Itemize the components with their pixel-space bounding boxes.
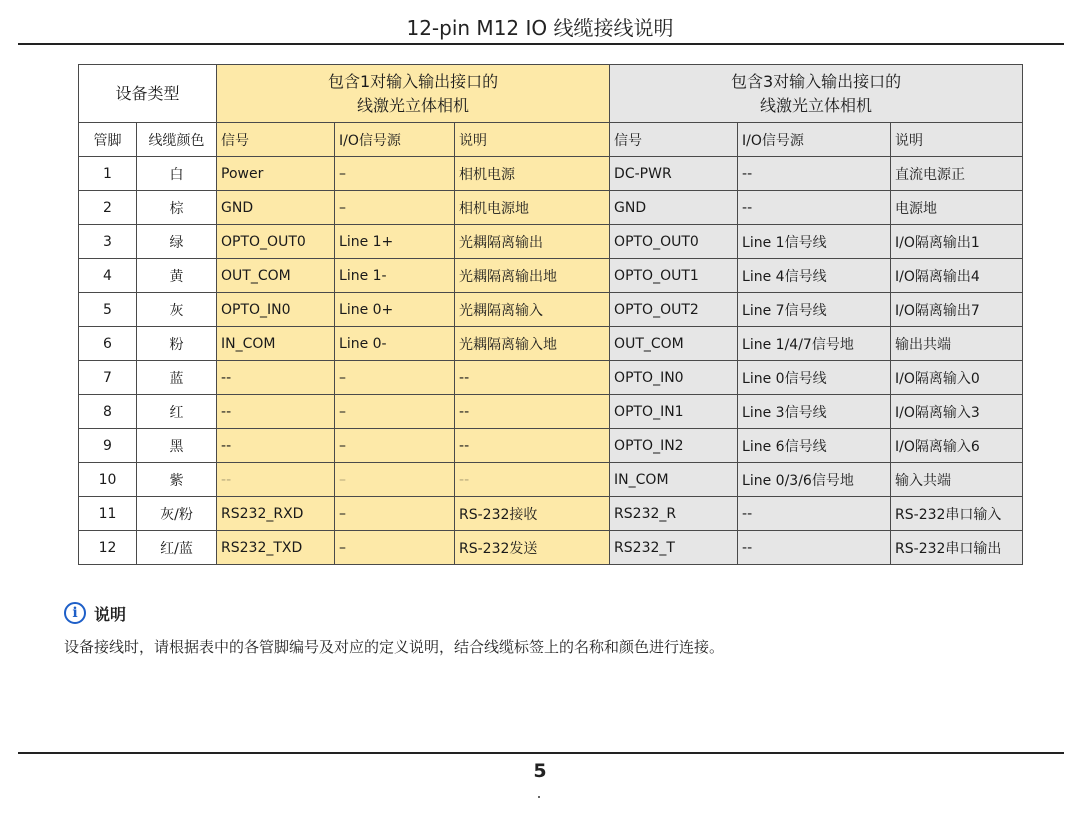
cell-io-source-3: Line 1/4/7信号地: [738, 327, 891, 361]
cell-description-3: I/O隔离输入6: [891, 429, 1023, 463]
cell-signal-1: --: [217, 463, 335, 497]
group1-header-line2: 线激光立体相机: [357, 95, 470, 115]
cell-description-3: 输入共端: [891, 463, 1023, 497]
cell-signal-3: OPTO_OUT0: [610, 225, 738, 259]
cell-description-1: RS-232发送: [455, 531, 610, 565]
cell-signal-3: OPTO_OUT2: [610, 293, 738, 327]
col-header-io-source-1: I/O信号源: [335, 123, 455, 157]
cell-pin: 1: [79, 157, 137, 191]
table-row: [79, 293, 1023, 327]
cell-description-1: 光耦隔离输入地: [455, 327, 610, 361]
cell-io-source-1: Line 0+: [335, 293, 455, 327]
note-header: [64, 600, 126, 626]
cell-io-source-1: –: [335, 395, 455, 429]
cell-signal-3: OPTO_OUT1: [610, 259, 738, 293]
cell-io-source-1: –: [335, 497, 455, 531]
cell-description-1: 光耦隔离输入: [455, 293, 610, 327]
cell-description-1: 光耦隔离输出地: [455, 259, 610, 293]
cell-pin: 2: [79, 191, 137, 225]
col-header-pin: 管脚: [79, 123, 137, 157]
cell-io-source-3: --: [738, 157, 891, 191]
cell-io-source-3: --: [738, 497, 891, 531]
cell-cable-color: 黄: [137, 259, 217, 293]
wiring-table: [78, 64, 1023, 565]
cell-signal-3: OUT_COM: [610, 327, 738, 361]
col-header-signal-3: 信号: [610, 123, 738, 157]
cell-signal-3: RS232_R: [610, 497, 738, 531]
cell-pin: 4: [79, 259, 137, 293]
footer-dot: [538, 796, 540, 798]
cell-io-source-1: –: [335, 361, 455, 395]
table-row: [79, 225, 1023, 259]
bottom-divider: [18, 752, 1064, 754]
cell-signal-1: --: [217, 429, 335, 463]
cell-signal-1: OUT_COM: [217, 259, 335, 293]
note-title: 说明: [94, 604, 127, 624]
cell-io-source-3: Line 7信号线: [738, 293, 891, 327]
cell-io-source-3: Line 0信号线: [738, 361, 891, 395]
cell-cable-color: 蓝: [137, 361, 217, 395]
cell-signal-1: OPTO_IN0: [217, 293, 335, 327]
info-icon: i: [64, 602, 86, 624]
table-row: [79, 157, 1023, 191]
top-divider: [18, 43, 1064, 45]
col-header-signal-1: 信号: [217, 123, 335, 157]
cell-io-source-1: –: [335, 531, 455, 565]
cell-pin: 3: [79, 225, 137, 259]
cell-io-source-3: Line 6信号线: [738, 429, 891, 463]
cell-io-source-1: Line 0-: [335, 327, 455, 361]
cell-io-source-1: Line 1+: [335, 225, 455, 259]
cell-description-3: 输出共端: [891, 327, 1023, 361]
col-header-description-3: 说明: [891, 123, 1023, 157]
cell-io-source-1: –: [335, 429, 455, 463]
cell-signal-1: --: [217, 395, 335, 429]
cell-io-source-3: Line 4信号线: [738, 259, 891, 293]
group2-header: [610, 65, 1023, 123]
cell-io-source-3: --: [738, 191, 891, 225]
table-row: [79, 191, 1023, 225]
cell-signal-3: GND: [610, 191, 738, 225]
cell-cable-color: 黑: [137, 429, 217, 463]
cell-cable-color: 红: [137, 395, 217, 429]
cell-signal-1: GND: [217, 191, 335, 225]
cell-pin: 11: [79, 497, 137, 531]
cell-pin: 9: [79, 429, 137, 463]
cell-signal-3: RS232_T: [610, 531, 738, 565]
table-row: [79, 497, 1023, 531]
cell-signal-1: OPTO_OUT0: [217, 225, 335, 259]
cell-pin: 5: [79, 293, 137, 327]
cell-pin: 7: [79, 361, 137, 395]
cell-description-3: 直流电源正: [891, 157, 1023, 191]
page-number: 5: [533, 760, 547, 782]
cell-cable-color: 灰: [137, 293, 217, 327]
cell-description-3: RS-232串口输出: [891, 531, 1023, 565]
cell-signal-3: OPTO_IN2: [610, 429, 738, 463]
cell-description-3: I/O隔离输出1: [891, 225, 1023, 259]
group1-header: [217, 65, 610, 123]
page-title: 12-pin M12 IO 线缆接线说明: [406, 16, 674, 40]
table-row: [79, 531, 1023, 565]
cell-description-1: RS-232接收: [455, 497, 610, 531]
col-header-description-1: 说明: [455, 123, 610, 157]
cell-pin: 8: [79, 395, 137, 429]
cell-description-3: 电源地: [891, 191, 1023, 225]
cell-cable-color: 棕: [137, 191, 217, 225]
cell-description-1: --: [455, 429, 610, 463]
cell-description-3: I/O隔离输入0: [891, 361, 1023, 395]
group2-header-line2: 线激光立体相机: [760, 95, 873, 115]
cell-signal-3: OPTO_IN0: [610, 361, 738, 395]
cell-cable-color: 红/蓝: [137, 531, 217, 565]
cell-io-source-1: –: [335, 157, 455, 191]
group1-header-line1: 包含1对输入输出接口的: [327, 71, 499, 91]
table-group-header-row: [79, 65, 1023, 123]
cell-io-source-3: Line 3信号线: [738, 395, 891, 429]
cell-description-1: --: [455, 395, 610, 429]
col-header-io-source-3: I/O信号源: [738, 123, 891, 157]
col-header-cable-color: 线缆颜色: [137, 123, 217, 157]
cell-signal-3: IN_COM: [610, 463, 738, 497]
cell-description-1: 相机电源地: [455, 191, 610, 225]
note-text: 设备接线时，请根据表中的各管脚编号及对应的定义说明，结合线缆标签上的名称和颜色进行连接。: [64, 638, 725, 656]
cell-description-1: --: [455, 463, 610, 497]
cell-cable-color: 粉: [137, 327, 217, 361]
cell-pin: 6: [79, 327, 137, 361]
table-row: [79, 259, 1023, 293]
cell-cable-color: 灰/粉: [137, 497, 217, 531]
cell-description-1: 相机电源: [455, 157, 610, 191]
cell-description-3: I/O隔离输出4: [891, 259, 1023, 293]
cell-description-3: I/O隔离输出7: [891, 293, 1023, 327]
device-type-header: 设备类型: [79, 65, 217, 123]
cell-io-source-1: –: [335, 191, 455, 225]
table-column-header-row: [79, 123, 1023, 157]
cell-signal-1: IN_COM: [217, 327, 335, 361]
cell-cable-color: 白: [137, 157, 217, 191]
cell-pin: 10: [79, 463, 137, 497]
table-row: [79, 361, 1023, 395]
cell-pin: 12: [79, 531, 137, 565]
cell-description-1: 光耦隔离输出: [455, 225, 610, 259]
cell-signal-1: --: [217, 361, 335, 395]
cell-signal-1: Power: [217, 157, 335, 191]
cell-description-3: RS-232串口输入: [891, 497, 1023, 531]
cell-signal-1: RS232_RXD: [217, 497, 335, 531]
group2-header-line1: 包含3对输入输出接口的: [730, 71, 902, 91]
cell-signal-3: DC-PWR: [610, 157, 738, 191]
cell-description-1: --: [455, 361, 610, 395]
cell-signal-3: OPTO_IN1: [610, 395, 738, 429]
cell-description-3: I/O隔离输入3: [891, 395, 1023, 429]
table-row: [79, 395, 1023, 429]
cell-signal-1: RS232_TXD: [217, 531, 335, 565]
cell-io-source-1: Line 1-: [335, 259, 455, 293]
table-row: [79, 463, 1023, 497]
cell-cable-color: 绿: [137, 225, 217, 259]
cell-cable-color: 紫: [137, 463, 217, 497]
table-row: [79, 327, 1023, 361]
table-row: [79, 429, 1023, 463]
cell-io-source-3: --: [738, 531, 891, 565]
table-body: [79, 157, 1023, 565]
cell-io-source-3: Line 1信号线: [738, 225, 891, 259]
cell-io-source-1: –: [335, 463, 455, 497]
cell-io-source-3: Line 0/3/6信号地: [738, 463, 891, 497]
